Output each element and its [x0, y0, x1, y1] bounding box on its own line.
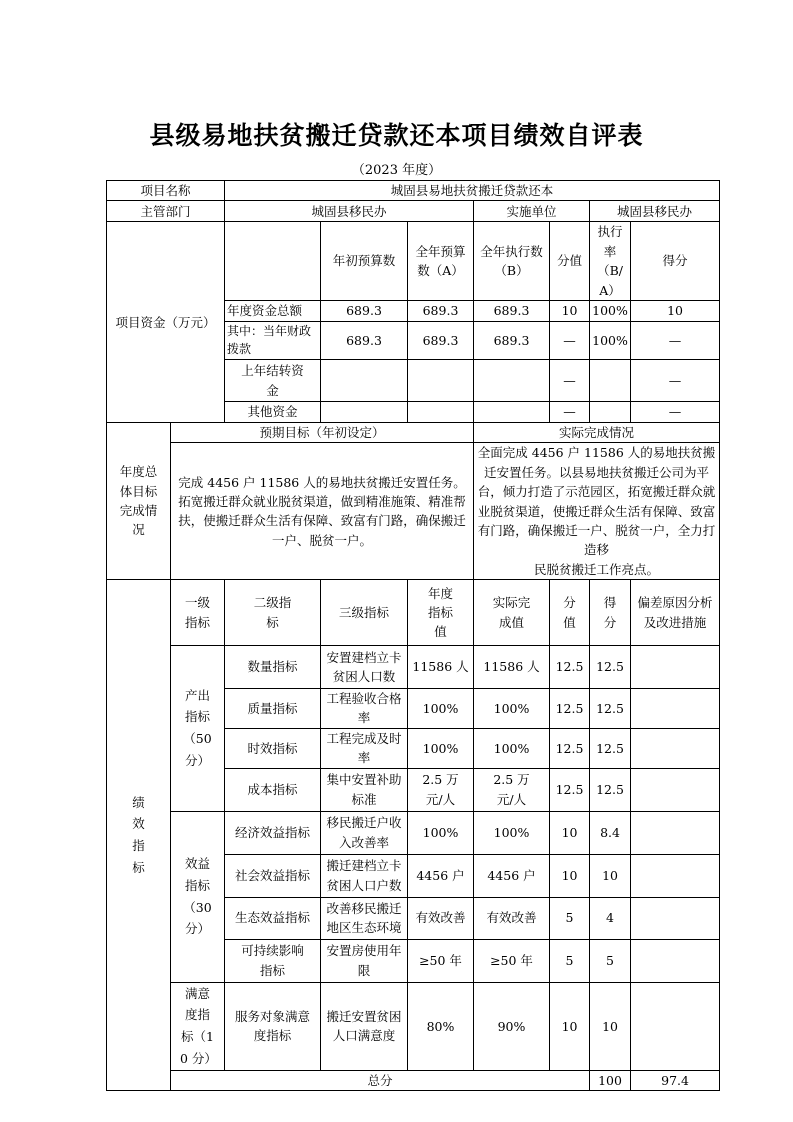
project-name-label: 项目名称	[107, 181, 225, 201]
perf-row-target: 4456 户	[408, 854, 474, 897]
perf-row-value: 12.5	[550, 768, 590, 811]
perf-row-target: 11586 人	[408, 646, 474, 689]
funds-row-rate	[590, 402, 631, 423]
perf-row-note	[631, 982, 720, 1071]
perf-row-score: 4	[590, 897, 631, 939]
perf-row-value: 5	[550, 897, 590, 939]
perf-row-score: 10	[590, 854, 631, 897]
perf-header-target: 年度指标值	[408, 580, 474, 646]
perf-row-l2: 数量指标	[225, 646, 321, 689]
dept-value: 城固县移民办	[225, 201, 474, 222]
perf-group-output: 产出指标（50 分）	[171, 646, 225, 812]
funds-header-annual: 全年预算数（A）	[408, 222, 474, 301]
perf-header-l2: 二级指标	[225, 580, 321, 646]
funds-row-score-value: —	[550, 402, 590, 423]
impl-unit-label: 实施单位	[474, 201, 590, 222]
funds-header-rate: 执行率（B/A）	[590, 222, 631, 301]
perf-row-target: 100%	[408, 811, 474, 854]
perf-row-note	[631, 939, 720, 982]
funds-row-score: —	[631, 360, 720, 402]
funds-row-initial: 689.3	[321, 321, 408, 359]
funds-row-score-value: —	[550, 360, 590, 402]
funds-row-initial: 689.3	[321, 300, 408, 321]
funds-row-initial	[321, 360, 408, 402]
perf-row	[107, 982, 720, 1071]
perf-row-l2: 生态效益指标	[225, 897, 321, 939]
funds-row-score: —	[631, 321, 720, 359]
perf-row-l3: 工程完成及时率	[321, 728, 408, 768]
perf-row-score: 12.5	[590, 646, 631, 689]
funds-row-name: 上年结转资金	[225, 360, 321, 402]
perf-row-l3: 工程验收合格率	[321, 689, 408, 729]
perf-row-note	[631, 689, 720, 729]
funds-row-score: —	[631, 402, 720, 423]
perf-row-value: 10	[550, 811, 590, 854]
perf-row-l3: 安置建档立卡贫困人口数	[321, 646, 408, 689]
goals-expected-text: 完成 4456 户 11586 人的易地扶贫搬迁安置任务。拓宽搬迁群众就业脱贫渠道，做到精准施策、精准帮扶，使搬迁群众生活有保障、致富有门路，确保搬迁一户、脱贫一户。	[171, 443, 474, 580]
funds-row-annual	[408, 360, 474, 402]
funds-row-exec: 689.3	[474, 321, 550, 359]
total-value: 100	[590, 1071, 631, 1091]
perf-row-score: 12.5	[590, 689, 631, 729]
perf-row-target: 有效改善	[408, 897, 474, 939]
perf-header-value: 分值	[550, 580, 590, 646]
report-year: （2023 年度）	[351, 163, 442, 178]
project-name-value: 城固县易地扶贫搬迁贷款还本	[225, 181, 720, 201]
perf-row-value: 12.5	[550, 646, 590, 689]
funds-row-exec	[474, 360, 550, 402]
perf-header-note: 偏差原因分析及改进措施	[631, 580, 720, 646]
page-title: 县级易地扶贫搬迁贷款还本项目绩效自评表	[149, 121, 644, 150]
perf-row-actual: 11586 人	[474, 646, 550, 689]
funds-row-annual: 689.3	[408, 321, 474, 359]
perf-row	[107, 811, 720, 854]
funds-row-score: 10	[631, 300, 720, 321]
funds-row-rate: 100%	[590, 321, 631, 359]
perf-row-l2: 成本指标	[225, 768, 321, 811]
goals-actual-text	[474, 443, 720, 580]
perf-row-note	[631, 854, 720, 897]
perf-row-score: 12.5	[590, 728, 631, 768]
funds-row-score-value: 10	[550, 300, 590, 321]
perf-row-note	[631, 728, 720, 768]
perf-row-score: 8.4	[590, 811, 631, 854]
perf-header-l3: 三级指标	[321, 580, 408, 646]
perf-row-note	[631, 646, 720, 689]
funds-header-score-value: 分值	[550, 222, 590, 301]
perf-row-actual: 100%	[474, 811, 550, 854]
funds-label: 项目资金（万元）	[107, 222, 225, 423]
perf-row-l2: 时效指标	[225, 728, 321, 768]
perf-row-actual: 100%	[474, 689, 550, 729]
funds-header-initial: 年初预算数	[321, 222, 408, 301]
perf-row-l2: 社会效益指标	[225, 854, 321, 897]
perf-row-target: 80%	[408, 982, 474, 1071]
perf-header-l1: 一级指标	[171, 580, 225, 646]
perf-row-l3: 搬迁安置贫困人口满意度	[321, 982, 408, 1071]
impl-unit-value: 城固县移民办	[590, 201, 720, 222]
perf-row-score: 5	[590, 939, 631, 982]
funds-row-name: 其中：当年财政拨款	[225, 321, 321, 359]
perf-row-note	[631, 897, 720, 939]
perf-group-satisfaction: 满意度指标（10 分）	[171, 982, 225, 1071]
perf-row-actual: 有效改善	[474, 897, 550, 939]
perf-row-l2: 经济效益指标	[225, 811, 321, 854]
perf-row-actual: 2.5 万元/人	[474, 768, 550, 811]
funds-row-rate	[590, 360, 631, 402]
perf-row-actual: 4456 户	[474, 854, 550, 897]
funds-row-score-value: —	[550, 321, 590, 359]
perf-row-score: 10	[590, 982, 631, 1071]
perf-row-target: 100%	[408, 689, 474, 729]
goals-actual-text-last: 民脱贫搬迁工作亮点。	[534, 561, 660, 577]
perf-row	[107, 646, 720, 689]
perf-row-l2: 服务对象满意度指标	[225, 982, 321, 1071]
perf-row-value: 12.5	[550, 689, 590, 729]
perf-label: 绩效指标	[107, 580, 171, 1091]
dept-label: 主管部门	[107, 201, 225, 222]
perf-row-target: 100%	[408, 728, 474, 768]
perf-row-l3: 改善移民搬迁地区生态环境	[321, 897, 408, 939]
goals-label: 年度总体目标完成情况	[107, 423, 171, 580]
perf-row-value: 5	[550, 939, 590, 982]
perf-group-benefit: 效益指标（30 分）	[171, 811, 225, 982]
perf-row-actual: 100%	[474, 728, 550, 768]
perf-row-score: 12.5	[590, 768, 631, 811]
perf-row-l3: 移民搬迁户收入改善率	[321, 811, 408, 854]
goals-actual-label: 实际完成情况	[474, 423, 720, 443]
funds-row-name: 年度资金总额	[225, 300, 321, 321]
perf-row-l3: 搬迁建档立卡贫困人口户数	[321, 854, 408, 897]
perf-row-value: 10	[550, 854, 590, 897]
perf-row-note	[631, 768, 720, 811]
perf-row-l3: 集中安置补助标准	[321, 768, 408, 811]
perf-row-actual: ≥50 年	[474, 939, 550, 982]
perf-row-value: 12.5	[550, 728, 590, 768]
perf-row-l2: 质量指标	[225, 689, 321, 729]
perf-row-target: ≥50 年	[408, 939, 474, 982]
funds-row-exec	[474, 402, 550, 423]
funds-row-name: 其他资金	[225, 402, 321, 423]
funds-row-exec: 689.3	[474, 300, 550, 321]
perf-header-score: 得分	[590, 580, 631, 646]
perf-header-actual: 实际完成值	[474, 580, 550, 646]
perf-row-note	[631, 811, 720, 854]
total-score: 97.4	[631, 1071, 720, 1091]
goals-actual-text-main: 全面完成 4456 户 11586 人的易地扶贫搬迁安置任务。以县易地扶贫搬迁公司为平台，倾力打造了示范园区，拓宽搬迁群众就业脱贫渠道，使搬迁群众生活有保障、致富有门路，确保搬迁一户、脱贫一户，全力打造移	[477, 445, 716, 558]
funds-row-rate: 100%	[590, 300, 631, 321]
funds-header-exec: 全年执行数（B）	[474, 222, 550, 301]
perf-row-value: 10	[550, 982, 590, 1071]
funds-header-score: 得分	[631, 222, 720, 301]
funds-header-blank	[225, 222, 321, 301]
funds-row-initial	[321, 402, 408, 423]
total-label: 总分	[171, 1071, 590, 1091]
perf-row-l2: 可持续影响指标	[225, 939, 321, 982]
goals-expected-label: 预期目标（年初设定）	[171, 423, 474, 443]
perf-row-target: 2.5 万元/人	[408, 768, 474, 811]
perf-row-actual: 90%	[474, 982, 550, 1071]
perf-row-l3: 安置房使用年限	[321, 939, 408, 982]
funds-row-annual	[408, 402, 474, 423]
evaluation-table	[106, 180, 720, 1091]
funds-row-annual: 689.3	[408, 300, 474, 321]
